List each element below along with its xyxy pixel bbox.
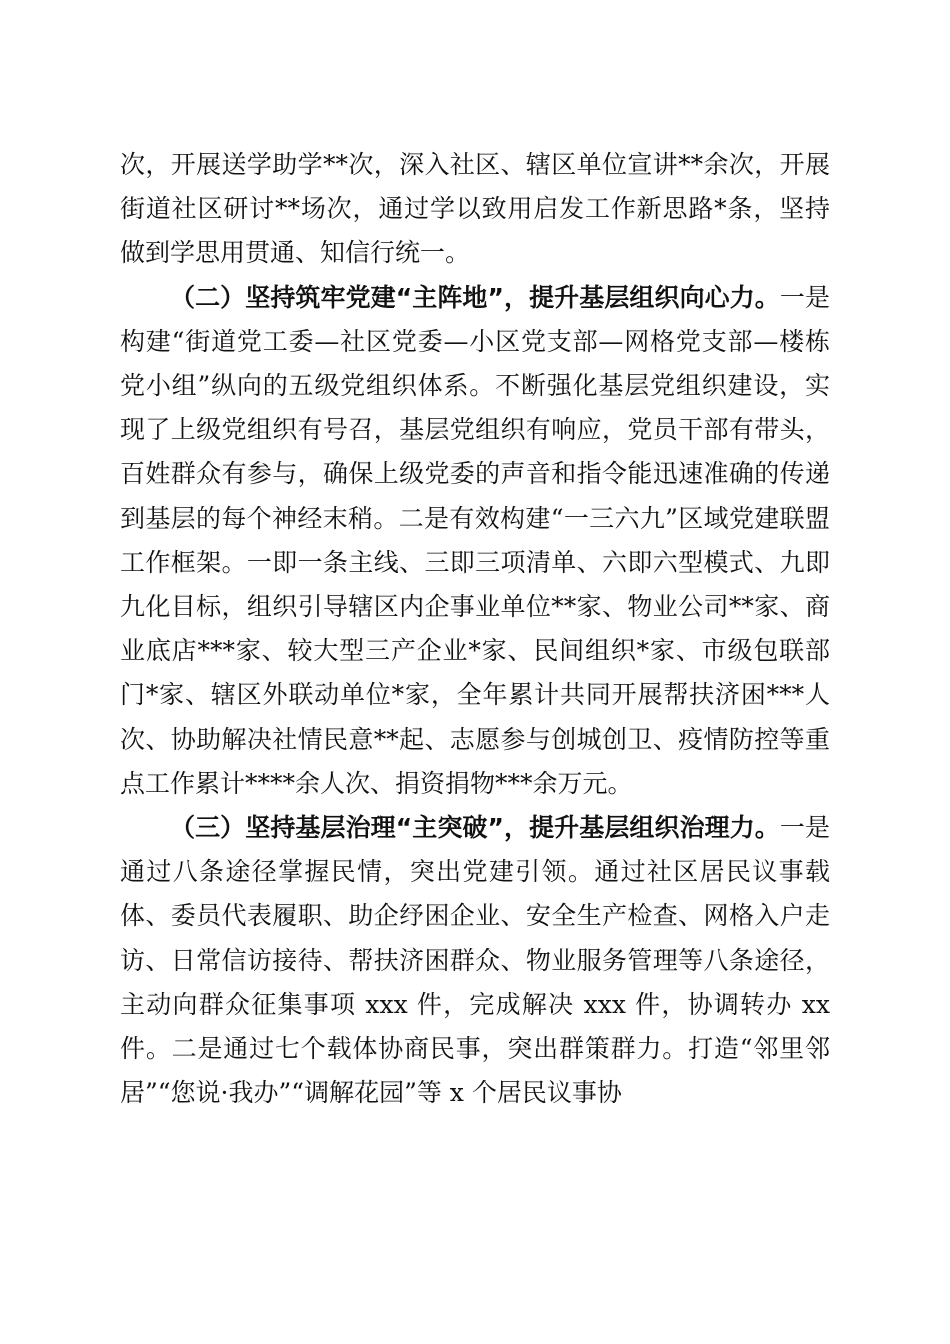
paragraph-3-heading: （三）坚持基层治理“主突破”，提升基层组织治理力。 — [170, 813, 780, 843]
paragraph-1 — [120, 143, 830, 276]
paragraph-2-heading: （二）坚持筑牢党建“主阵地”，提升基层组织向心力。 — [170, 282, 780, 312]
paragraph-2-body: 一是构建“街道党工委—社区党委—小区党支部—网格党支部—楼栋党小组”纵向的五级党组织体系。不断强化基层党组织建设，实现了上级党组织有号召，基层党组织有响应，党员干部有带头，百姓群众有参与，确保上级党委的声音和指令能迅速准确的传递到基层的每个神经末稍。二是有效构建“一三六九”区域党建联盟工作框架。一即一条主线、三即三项清单、六即六型模式、九即九化目标，组织引导辖区内企事业单位**家、物业公司**家、商业底店***家、较大型三产企业*家、民间组织*家、市级包联部门*家、辖区外联动单位*家，全年累计共同开展帮扶济困***人次、协助解决社情民意**起、志愿参与创城创卫、疫情防控等重点工作累计****余人次、捐资捐物***余万元。 — [120, 282, 830, 798]
paragraph-2 — [120, 276, 830, 806]
paragraph-3-body: 一是通过八条途径掌握民情，突出党建引领。通过社区居民议事载体、委员代表履职、助企纾困企业、安全生产检查、网格入户走访、日常信访接待、帮扶济困群众、物业服务管理等八条途径，主动向群众征集事项 xxx 件，完成解决 xxx 件，协调转办 xx 件。二是通过七个载体协商民事，突出群策群力。打造“邻里邻居”“您说·我办”“调解花园”等 x 个居民议事协 — [120, 813, 830, 1108]
paragraph-1-text: 次，开展送学助学**次，深入社区、辖区单位宣讲**余次，开展街道社区研讨**场次，通过学以致用启发工作新思路*条，坚持做到学思用贯通、知信行统一。 — [120, 150, 830, 268]
document-body — [120, 143, 830, 1115]
paragraph-3 — [120, 806, 830, 1115]
